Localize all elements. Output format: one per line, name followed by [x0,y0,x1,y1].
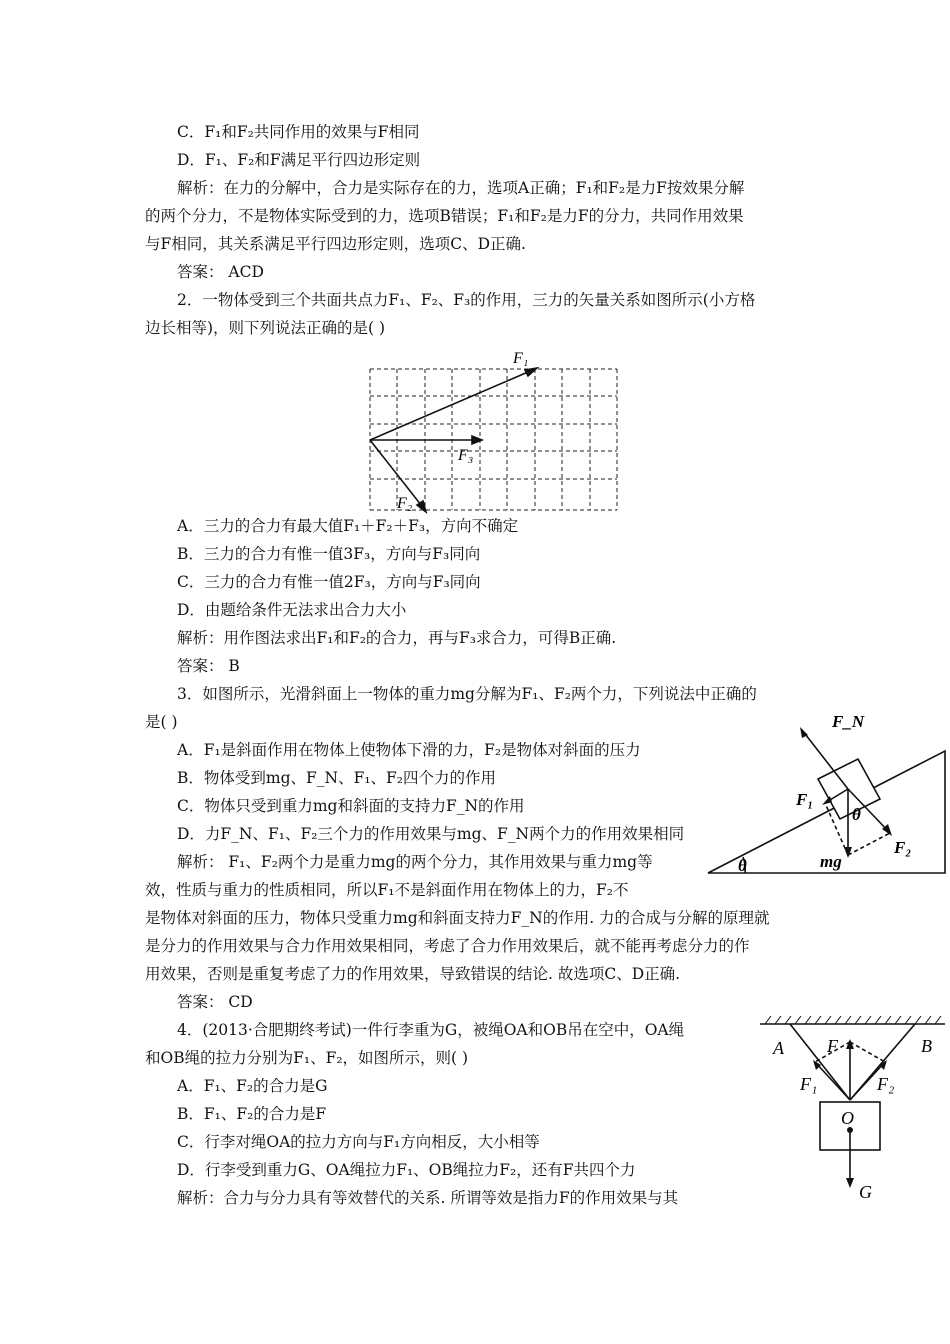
a-label: A [773,1038,784,1058]
f-label: F [827,1036,838,1056]
text-line: C．F₁和F₂共同作用的效果与F相同 [177,123,420,141]
f1-label: F₁ [800,1074,818,1094]
text-line: A．F₁是斜面作用在物体上使物体下滑的力，F₂是物体对斜面的压力 [177,741,641,759]
mg-label: mg [820,852,842,871]
text-line: C．行李对绳OA的拉力方向与F₁方向相反，大小相等 [177,1133,540,1151]
g-label: G [859,1182,872,1202]
o-label: O [841,1108,854,1128]
text-line: 3．如图所示，光滑斜面上一物体的重力mg分解为F₁、F₂两个力，下列说法中正确的 [177,685,757,703]
text-line: 答案： B [177,657,240,675]
text-line: B．物体受到mg、F_N、F₁、F₂四个力的作用 [177,769,497,787]
theta-angle-label: θ [738,856,747,875]
text-line: D．行李受到重力G、OA绳拉力F₁、OB绳拉力F₂，还有F共四个力 [177,1161,636,1179]
text-line: B．F₁、F₂的合力是F [177,1105,327,1123]
f2-label: F₂ [397,495,413,512]
text-line: 与F相同，其关系满足平行四边形定则，选项C、D正确. [145,235,526,253]
text-line: 是物体对斜面的压力，物体只受重力mg和斜面支持力F_N的作用. 力的合成与分解的原理就 [145,909,770,927]
text-line: 是分力的作用效果与合力作用效果相同，考虑了合力作用效果后，就不能再考虑分力的作 [145,937,750,955]
rope-figure [755,1012,950,1207]
f1-label: F₁ [513,350,529,367]
theta-label: θ [852,805,861,824]
text-line: D．由题给条件无法求出合力大小 [177,601,407,619]
text-line: 解析：合力与分力具有等效替代的关系. 所谓等效是指力F的作用效果与其 [177,1189,679,1207]
text-line: D．力F_N、F₁、F₂三个力的作用效果与mg、F_N两个力的作用效果相同 [177,825,685,843]
text-line: 用效果，否则是重复考虑了力的作用效果，导致错误的结论. 故选项C、D正确. [145,965,681,983]
text-line: C．物体只受到重力mg和斜面的支持力F_N的作用 [177,797,525,815]
text-line: 和OB绳的拉力分别为F₁、F₂，如图所示，则( ) [145,1049,469,1067]
f2-label: F₂ [877,1074,895,1094]
text-line: 4．(2013·合肥期终考试)一件行李重为G，被绳OA和OB吊在空中，OA绳 [177,1021,685,1039]
text-line: 答案： ACD [177,263,264,281]
text-line: D．F₁、F₂和F满足平行四边形定则 [177,151,421,169]
text-line: 解析：用作图法求出F₁和F₂的合力，再与F₃求合力，可得B正确. [177,629,617,647]
text-line: B．三力的合力有惟一值3F₃，方向与F₃同向 [177,545,481,563]
text-line: 效，性质与重力的性质相同，所以F₁不是斜面作用在物体上的力，F₂不 [145,881,629,899]
text-line: 答案： CD [177,993,253,1011]
text-line: 解析： F₁、F₂两个力是重力mg的两个分力，其作用效果与重力mg等 [177,853,653,871]
f3-label: F₃ [458,447,474,464]
force-grid-figure [355,345,630,520]
text-line: A．F₁、F₂的合力是G [177,1077,328,1095]
text-line: 解析：在力的分解中，合力是实际存在的力，选项A正确；F₁和F₂是力F按效果分解 [177,179,745,197]
f2-label: F₂ [894,838,912,857]
text-line: 2．一物体受到三个共面共点力F₁、F₂、F₃的作用，三力的矢量关系如图所示(小方格 [177,291,756,309]
f1-label: F₁ [796,790,814,809]
text-line: 是( ) [145,713,178,731]
text-line: 的两个分力，不是物体实际受到的力，选项B错误；F₁和F₂是力F的分力，共同作用效果 [145,207,744,225]
fn-label: F_N [832,712,865,731]
b-label: B [921,1036,932,1056]
text-line: 边长相等)，则下列说法正确的是( ) [145,319,386,337]
incline-figure [700,705,950,880]
text-line: C．三力的合力有惟一值2F₃，方向与F₃同向 [177,573,481,591]
text-line: A．三力的合力有最大值F₁＋F₂＋F₃，方向不确定 [177,517,519,535]
